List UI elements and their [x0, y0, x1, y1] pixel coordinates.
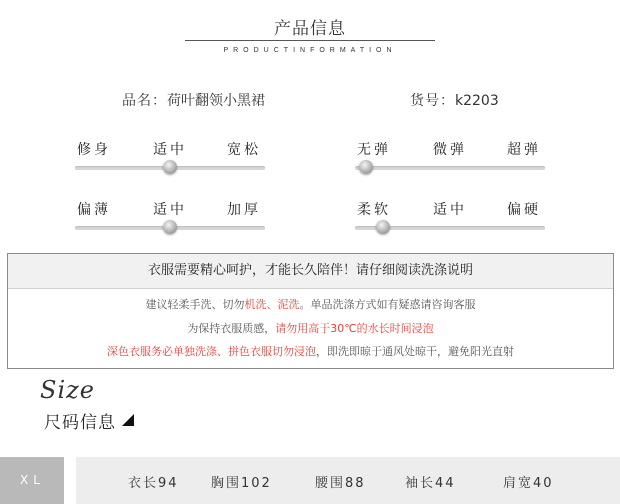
product-name-value: 荷叶翻领小黑裙 [167, 93, 265, 109]
care-line-1-rest: 。单品洗涤方式如有疑惑请咨询客服 [299, 298, 476, 311]
thickness-scale-knob [163, 220, 177, 234]
softness-scale-low: 柔软 [357, 202, 391, 218]
softness-scale [355, 199, 545, 247]
stretch-scale [355, 139, 545, 187]
care-line-1-warning: 机洗、泥洗 [244, 298, 300, 311]
fit-scale-low: 修身 [77, 142, 111, 158]
product-name-label: 品名： [122, 93, 167, 109]
measurement-sleeve: 袖长44 [405, 476, 456, 491]
thickness-scale-low: 偏薄 [77, 202, 111, 218]
stretch-scale-knob [359, 160, 373, 174]
care-line-2-text: 为保持衣服质感， [187, 322, 276, 335]
size-code-badge: XL [0, 457, 64, 504]
care-heading: 衣服需要精心呵护，才能长久陪伴！请仔细阅读洗涤说明 [8, 254, 613, 289]
stretch-scale-high: 超弹 [507, 142, 541, 158]
care-line-2 [8, 320, 613, 336]
fit-scale-knob [163, 160, 177, 174]
product-name [122, 90, 265, 110]
softness-scale-mid: 适中 [433, 202, 467, 218]
care-line-3 [8, 343, 613, 359]
stretch-scale-low: 无弹 [357, 142, 391, 158]
product-code-label: 货号： [410, 93, 455, 109]
measurement-waist: 腰围88 [315, 476, 366, 491]
care-line-2-warning: 请勿用高于30℃的水长时间浸泡 [275, 322, 434, 335]
softness-scale-high: 偏硬 [507, 202, 541, 218]
page-subtitle: PRODUCTINFORMATION [223, 47, 397, 54]
page-title: 产品信息 [274, 19, 346, 39]
softness-scale-knob [376, 220, 390, 234]
care-line-3-text: ，即洗即晾于通风处晾干，避免阳光直射 [316, 345, 514, 358]
thickness-scale-high: 加厚 [227, 202, 261, 218]
care-line-1-text: 建议轻柔手洗、切勿 [145, 298, 245, 311]
care-line-3-warning: 深色衣服务必单独洗涤、拼色衣服切勿浸泡 [107, 345, 316, 358]
care-instructions-box [7, 253, 614, 369]
stretch-scale-track [355, 166, 545, 170]
product-code-value: k2203 [455, 93, 499, 109]
thickness-scale [75, 199, 265, 247]
fit-scale [75, 139, 265, 187]
fit-scale-high: 宽松 [227, 142, 261, 158]
size-section-title: 尺码信息 [44, 413, 116, 433]
measurement-length: 衣长94 [128, 476, 179, 491]
thickness-scale-mid: 适中 [153, 202, 187, 218]
size-script-heading: Size [40, 376, 95, 404]
care-line-1 [8, 296, 613, 312]
corner-triangle-icon [122, 414, 134, 426]
fit-scale-mid: 适中 [153, 142, 187, 158]
measurement-chest: 胸围102 [211, 476, 272, 491]
size-row-gap [64, 457, 76, 504]
stretch-scale-mid: 微弹 [433, 142, 467, 158]
title-divider [185, 40, 435, 41]
product-code [410, 90, 499, 110]
measurement-shoulder: 肩宽40 [503, 476, 554, 491]
